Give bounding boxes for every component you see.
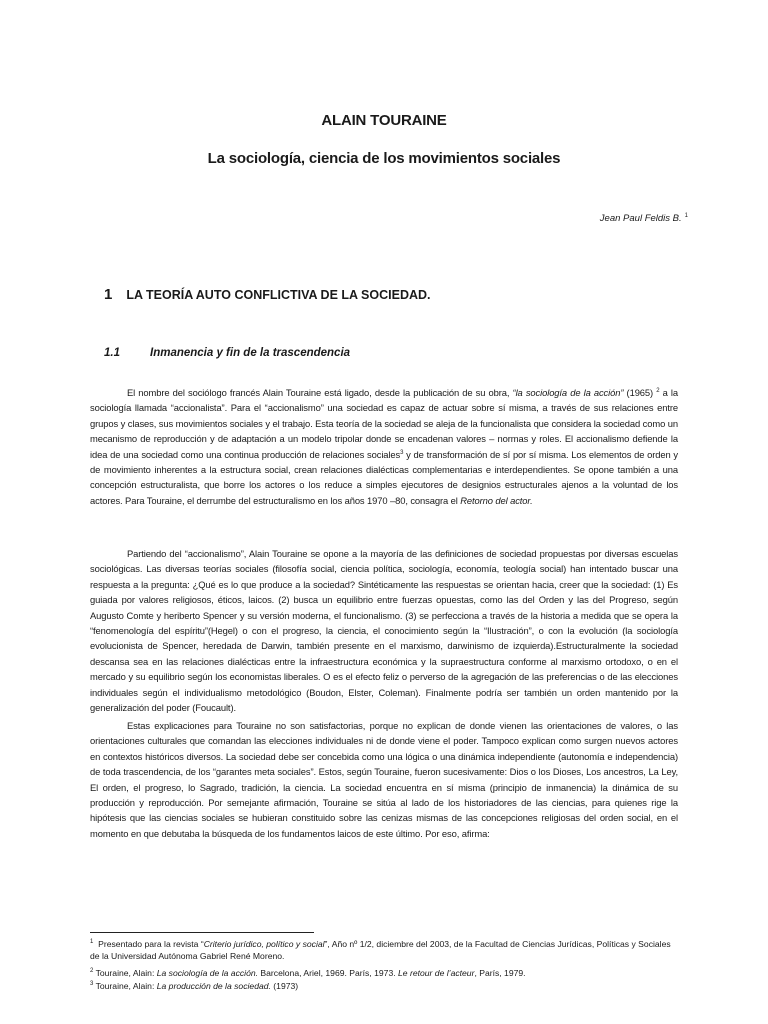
footnote-1 bbox=[90, 938, 682, 962]
paragraph-2 bbox=[90, 546, 678, 715]
paragraph-1-text-a: El nombre del sociólogo francés Alain Touraine está ligado, desde la publicación de su obra, bbox=[127, 387, 513, 398]
document-subtitle: La sociología, ciencia de los movimientos sociales bbox=[207, 150, 561, 167]
section-title: LA TEORÍA AUTO CONFLICTIVA DE LA SOCIEDAD. bbox=[126, 288, 431, 302]
footnote-2-text-a: Touraine, Alain: bbox=[95, 968, 157, 978]
paragraph-1-book-title: “la sociología de la acción” bbox=[512, 387, 624, 398]
footnote-1-journal: Criterio jurídico, político y social bbox=[203, 939, 325, 949]
paragraph-1-italic-end: Retorno del actor. bbox=[460, 494, 533, 506]
footnote-2-number: 2 bbox=[90, 968, 94, 975]
section-heading-1 bbox=[104, 286, 431, 303]
footnote-3-book: La producción de la sociedad. bbox=[156, 981, 271, 991]
subsection-number: 1.1 bbox=[104, 347, 120, 359]
footnote-2-text-e: , París, 1979. bbox=[474, 968, 526, 978]
footnote-ref-2[interactable]: 2 bbox=[656, 387, 660, 394]
paragraph-3 bbox=[90, 718, 678, 841]
paragraph-1-text-e: y de transformación de sí por sí misma. Los elementos de orden y de movimiento inherentes a la estructura social, crean relaciones dialécticas complementarias e interdependientes. Se opone también a una concepción estructuralista, que borre los actores o los reduce a simples ejecutores de designios estructurales ajenos a la voluntad de los actores. Para Touraine, el derrumbe del estructuralismo en los años 1970 –80, consagra el bbox=[90, 448, 679, 506]
paragraph-2-text: Partiendo del “accionalismo”, Alain Touraine se opone a la mayoría de las definiciones de sociedad propuestas por diversas escuelas sociológicas. Las diversas teorías sociales (filosofía social, ciencia política, sociología, economía, teología social) han intentado buscar una respuesta a la pregunta: ¿Qué es lo que produce a la sociedad? Sintéticamente las respuestas se orientan hacia, creer que la sociedad: (1) Es guiada por valores religiosos, éticos, laicos. (2) busca un equilibrio entre fuerzas opuestas, como las del Orden y las del Progreso, según Augusto Comte y heriberto Spencer y su versión moderna, el funcionalismo. (3) se perfecciona a través de la historia a medida que se opera la “fenomenología del espíritu”(Hegel) o con el progreso, la ciencia, el conocimiento según la “Ilustración”, o con la evolución (la sociología evolucionista de Spencer, heredada de Darwin, también presente en el marxismo, darwinismo de izquierda).Estructuralmente la sociedad descansa sea en las relaciones dialécticas entre la infraestructura económica y la supraestructura conforme al marxismo ortodoxo, o en el mercado y su equilibrio según los economistas liberales. O es el efecto feliz o perverso de la agregación de las preferencias o de las elecciones individuales según el individualismo metodológico (Boudon, Elster, Coleman). Finalmente podría ser también un orden mantenido por la generalización del poder (Foucault). bbox=[90, 548, 678, 714]
footnote-ref-3[interactable]: 3 bbox=[400, 449, 404, 456]
section-number: 1 bbox=[104, 286, 113, 303]
footnote-3-text-c: (1973) bbox=[270, 981, 299, 991]
footnote-2-book: La sociología de la acción. bbox=[156, 968, 259, 978]
paragraph-1-text-c: (1965) bbox=[623, 387, 657, 398]
footnote-2 bbox=[90, 967, 682, 979]
footnote-3 bbox=[90, 980, 682, 992]
footnote-1-text-a: Presentado para la revista “ bbox=[98, 939, 204, 949]
paragraph-1 bbox=[90, 385, 678, 508]
footnote-2-book-2: Le retour de l’acteur bbox=[398, 968, 475, 978]
footnote-3-number: 3 bbox=[90, 981, 94, 988]
document-title: ALAIN TOURAINE bbox=[321, 112, 447, 129]
author-line bbox=[600, 213, 688, 224]
footnote-1-text-c: ”, Año nº 1/2, diciembre del 2003, de la Facultad de Ciencias Jurídicas, Políticas y Sociales de la Universidad Autónoma Gabriel René Moreno. bbox=[90, 939, 671, 961]
paragraph-1-text-d: a la sociología llamada “accionalista”. Para el “accionalismo” una sociedad es capaz de actuar sobre sí misma, a través de sus relaciones entre grupos y clases, sus movimientos sociales y el trabajo. Esta teoría de la sociedad se aleja de la funcionalista que considera la sociedad como un mecanismo de reproducción y de adaptación a un modelo tripolar donde se encadenan valores – normas y roles. El accionalismo defiende la idea de una sociedad como una continua producción de relaciones sociales bbox=[90, 387, 679, 460]
footnote-separator bbox=[90, 932, 314, 933]
author-name: Jean Paul Feldis B. bbox=[599, 213, 682, 225]
subsection-heading-1-1 bbox=[104, 347, 350, 359]
footnote-1-number: 1 bbox=[90, 939, 94, 946]
subsection-title: Inmanencia y fin de la trascendencia bbox=[150, 347, 351, 359]
paragraph-3-text: Estas explicaciones para Touraine no son satisfactorias, porque no explican de donde vienen las orientaciones de valores, o las orientaciones culturales que comandan las elecciones individuales ni de donde viene el poder. Tampoco explican como surgen nuevos actores en contextos históricos diversos. La sociedad debe ser concebida como una lógica o una dinámica independiente (autonomía e independencia) de toda trascendencia, de los “garantes meta sociales”. Estos, según Touraine, fueron sucesivamente: Dios o los Dioses, Los ancestros, La Ley, El orden, el progreso, lo Sagrado, tradición, la ciencia. La sociedad encuentra en sí misma (principio de inmanencia) la dinámica de su producción y reproducción. Por semejante afirmación, Touraine se sitúa al lado de los historiadores de las ciencias, para quienes rige la hipótesis que las ciencias sociales se hubieran constituido sobre las cenizas mismas de las concepciones religiosas del orden social, en el momento en que debutaba la búsqueda de los fundamentos laicos de este último. Por eso, afirma: bbox=[90, 720, 678, 839]
footnote-3-text-a: Touraine, Alain: bbox=[95, 981, 157, 991]
footnote-2-text-c: Barcelona, Ariel, 1969. París, 1973. bbox=[258, 968, 399, 978]
author-footnote-ref[interactable]: 1 bbox=[684, 213, 688, 219]
